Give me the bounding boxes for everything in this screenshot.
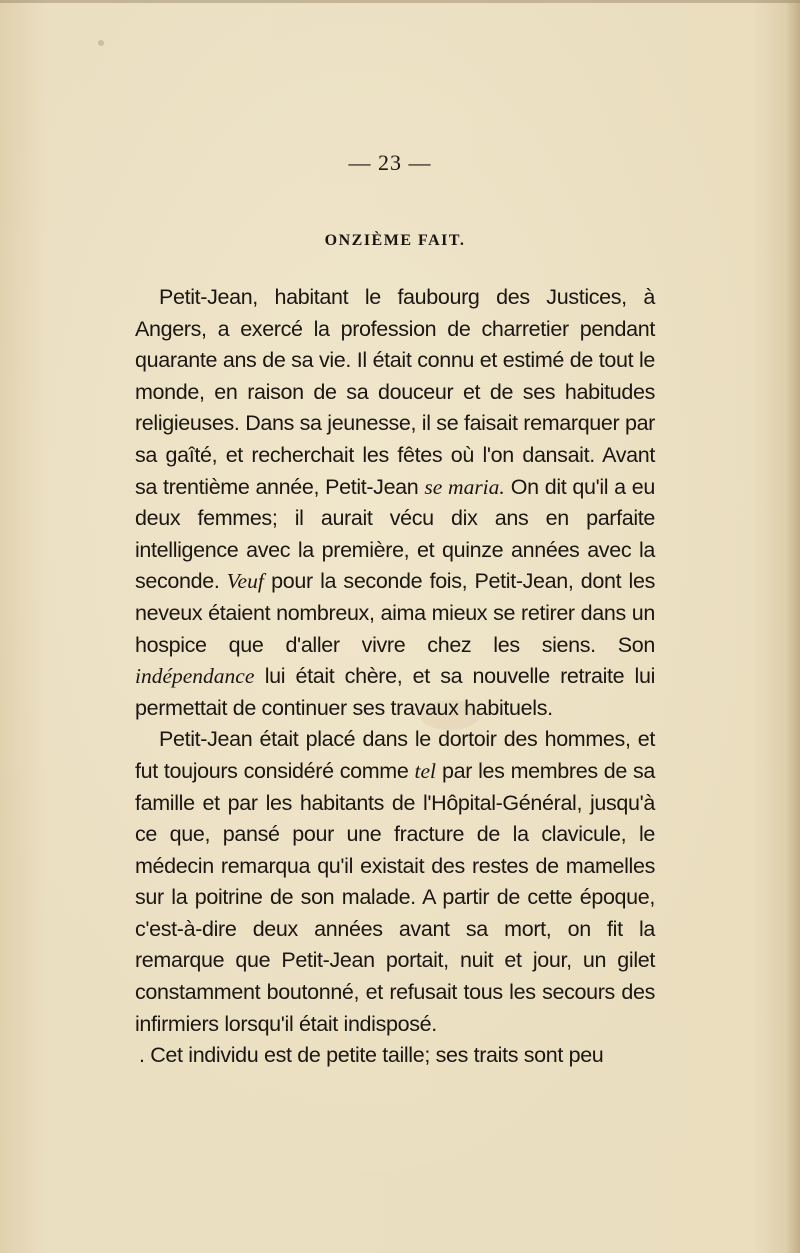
text-run: Petit-Jean était placé dans le dortoir des hommes, et fut toujours considéré comme	[135, 727, 655, 783]
paragraph	[135, 282, 655, 724]
text-run: Petit-Jean, habitant le faubourg des Justices, à Angers, a exercé la profession de charretier pendant quarante ans de sa vie. Il était connu et estimé de tout le monde, en raison de sa douceur et de ses habitudes religieuses. Dans sa jeunesse, il se faisait remarquer par sa gaîté, et recherchait les fêtes où l'on dansait. Avant sa trentième année, Petit-Jean	[135, 285, 655, 499]
italic-text: Veuf	[226, 569, 264, 594]
page-number: — 23 —	[348, 150, 432, 175]
page-top-edge	[0, 0, 800, 3]
paper-stain	[98, 40, 104, 46]
page-edge-shadow	[786, 0, 800, 1253]
italic-text: tel	[414, 758, 436, 783]
paragraph	[135, 1040, 655, 1072]
section-heading: ONZIÈME FAIT.	[324, 232, 466, 249]
text-run: pour la seconde fois, Petit-Jean, dont les neveux étaient nombreux, aima mieux se retirer dans un hospice que d'aller vivre chez les siens. Son	[135, 569, 655, 657]
body-text	[135, 282, 655, 1072]
text-run: lui était chère, et sa nouvelle retraite lui permettait de continuer ses travaux habituels.	[135, 664, 655, 720]
italic-text: indépendance	[135, 664, 255, 689]
text-run: par les membres de sa famille et par les habitants de l'Hôpital-Général, jusqu'à ce que, pansé pour une fracture de la clavicule, le médecin remarqua qu'il existait des restes de mamelles sur la poitrine de son malade. A partir de cette époque, c'est-à-dire deux années avant sa mort, on fit la remarque que Petit-Jean portait, nuit et jour, un gilet constamment boutonné, et refusait tous les secours des infirmiers lorsqu'il était indisposé.	[135, 758, 656, 1036]
text-run: On dit qu'il a eu deux femmes; il aurait vécu dix ans en parfaite intelligence avec la première, et quinze années avec la seconde.	[135, 474, 655, 594]
text-run: . Cet individu est de petite taille; ses traits sont peu	[139, 1043, 604, 1068]
paragraph	[135, 724, 655, 1040]
italic-text: se maria.	[424, 474, 505, 499]
